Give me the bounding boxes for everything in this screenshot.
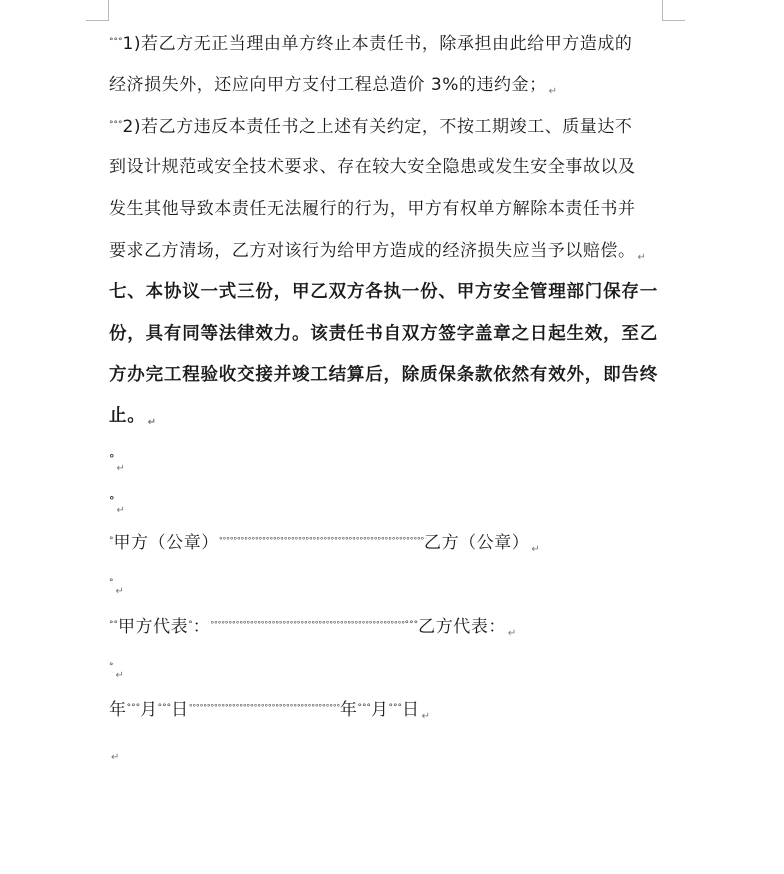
space-fill: °°°°°°°°° xyxy=(271,703,304,712)
paragraph-text: 要求乙方清场，乙方对该行为给甲方造成的经济损失应当予以赔偿。 xyxy=(109,241,636,261)
space-marker: °°° xyxy=(357,703,371,713)
paragraph-text: 到设计规范或安全技术要求、存在较大安全隐患或发生安全事故以及 xyxy=(109,157,636,177)
paragraph-3-line-4 xyxy=(109,405,156,434)
paragraph-text: 2)若乙方违反本责任书之上述有关约定，不按工期竣工、质量达不 xyxy=(122,117,633,137)
paragraph-1-line-2 xyxy=(109,74,557,103)
paragraph-3-line-2 xyxy=(109,323,658,345)
paragraph-mark-icon: ↵ xyxy=(531,544,540,555)
space-fill: °°°°°°°°°° xyxy=(303,703,340,712)
space-marker: ° xyxy=(188,620,193,630)
paragraph-mark-icon: ↵ xyxy=(507,628,517,639)
space-marker: ° xyxy=(109,662,114,672)
seal-line xyxy=(109,530,540,561)
paragraph-3-line-3 xyxy=(109,364,658,386)
date-day-label: 日 xyxy=(171,700,189,720)
paragraph-text: 经济损失外，还应向甲方支付工程总造价 3%的违约金； xyxy=(109,75,547,95)
space-marker: ° xyxy=(109,494,115,507)
space-marker: °°° xyxy=(404,620,419,630)
paragraph-3-line-1 xyxy=(109,281,658,303)
paragraph-2-line-1 xyxy=(109,114,632,138)
paragraph-text: 方办完工程验收交接并竣工结算后，除质保条款依然有效外，即告终 xyxy=(109,365,658,385)
page-corner-mark-right xyxy=(662,0,685,21)
paragraph-mark-icon: ↵ xyxy=(116,505,125,516)
space-marker: °°° xyxy=(109,37,123,47)
empty-paragraph xyxy=(109,656,124,687)
empty-paragraph xyxy=(109,448,125,480)
paragraph-2-line-4 xyxy=(109,240,646,269)
paragraph-text: 份，具有同等法律效力。该责任书自双方签字盖章之日起生效，至乙 xyxy=(109,324,658,344)
party-a-seal-label: 甲方（公章） xyxy=(113,533,219,553)
empty-paragraph xyxy=(109,740,119,769)
party-b-seal-label: 乙方（公章） xyxy=(424,533,530,553)
party-b-rep-label: 乙方代表： xyxy=(418,617,506,637)
paragraph-text: 发生其他导致本责任无法履行的行为，甲方有权单方解除本责任书并 xyxy=(109,199,636,219)
space-marker: °°° xyxy=(157,703,172,713)
paragraph-mark-icon: ↵ xyxy=(116,463,125,474)
space-fill: °°°°°°°°°°°°°°°°°°°°°°°°°°°°°°°°°°°°°°°°°°°°°°°°°°°°°° xyxy=(210,620,405,629)
paragraph-mark-icon: ↵ xyxy=(115,670,124,681)
space-marker: ° xyxy=(109,452,115,465)
page-corner-mark-left xyxy=(86,0,109,21)
paragraph-text: 止。 xyxy=(109,406,146,426)
space-marker: ° xyxy=(109,620,114,630)
paragraph-2-line-2 xyxy=(109,156,636,178)
empty-paragraph xyxy=(109,490,125,522)
space-fill: °°°°°°°°°°°°°°°°°°°°°°°°°°°°°°°°°°°°°°°°°°°°°°°°°°°°°°°°° xyxy=(218,536,425,545)
paragraph-text: 1)若乙方无正当理由单方终止本责任书，除承担由此给甲方造成的 xyxy=(122,34,633,54)
date-month-label: 月 xyxy=(140,700,158,720)
space-marker: °°° xyxy=(109,120,123,130)
space-marker: °°° xyxy=(126,703,141,713)
space-marker: ° xyxy=(109,536,114,546)
paragraph-1-line-1 xyxy=(109,31,632,55)
paragraph-mark-icon: ↵ xyxy=(548,86,558,97)
paragraph-2-line-3 xyxy=(109,198,636,220)
empty-paragraph xyxy=(109,572,124,603)
date-line xyxy=(109,697,430,728)
date-year-label: 年 xyxy=(339,700,358,720)
space-marker: ° xyxy=(113,620,118,630)
paragraph-mark-icon: ↵ xyxy=(115,586,124,597)
paragraph-mark-icon: ↵ xyxy=(147,417,156,428)
party-a-rep-colon: ： xyxy=(192,617,211,637)
paragraph-text: 七、本协议一式三份，甲乙双方各执一份、甲方安全管理部门保存一 xyxy=(109,282,658,302)
date-year-label: 年 xyxy=(109,700,127,720)
space-marker: ° xyxy=(109,578,114,588)
representative-line xyxy=(109,614,516,645)
space-fill: °°°°°°°°°°°°°°°°°°°°°°° xyxy=(188,703,272,712)
paragraph-mark-icon: ↵ xyxy=(421,711,430,722)
paragraph-mark-icon: ↵ xyxy=(637,252,646,263)
date-month-label: 月 xyxy=(370,700,389,720)
paragraph-mark-icon: ↵ xyxy=(111,752,120,763)
space-marker: °°° xyxy=(388,703,403,713)
party-a-rep-label: 甲方代表 xyxy=(118,617,189,637)
date-day-label: 日 xyxy=(402,700,420,720)
